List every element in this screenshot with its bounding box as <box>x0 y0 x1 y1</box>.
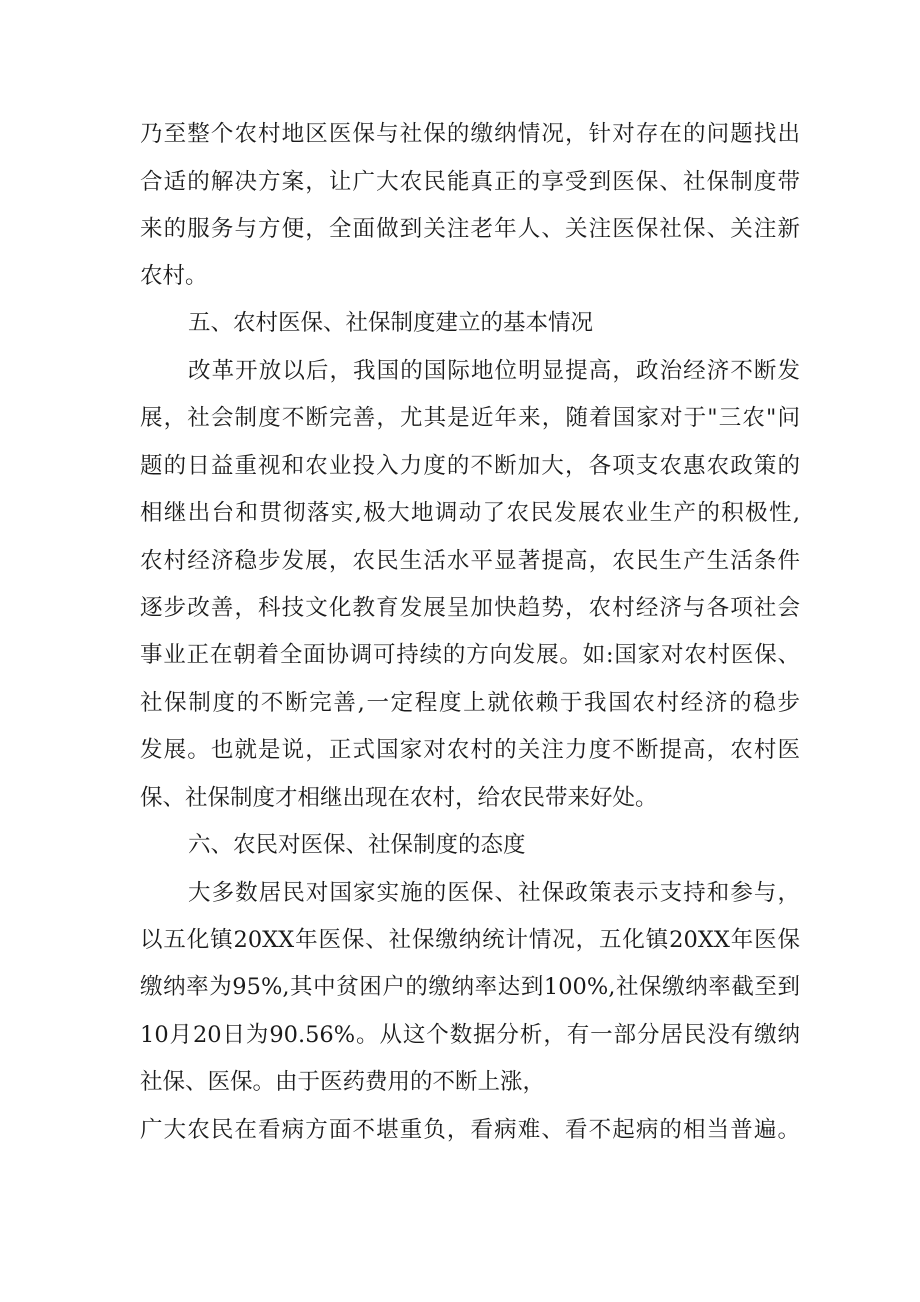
paragraph-line: 大多数居民对国家实施的医保、社保政策表示支持和参与， <box>188 880 800 906</box>
paragraph-line: 改革开放以后，我国的国际地位明显提高，政治经济不断发 <box>188 358 800 384</box>
paragraph-line: 题的日益重视和农业投入力度的不断加大，各项支农惠农政策的 <box>140 453 800 479</box>
paragraph-line: 逐步改善，科技文化教育发展呈加快趋势，农村经济与各项社会 <box>140 595 800 621</box>
paragraph-line: 乃至整个农村地区医保与社保的缴纳情况，针对存在的问题找出 <box>140 121 800 147</box>
paragraph-line: 合适的解决方案，让广大农民能真正的享受到医保、社保制度带 <box>140 169 800 195</box>
paragraph-line: 社保制度的不断完善,一定程度上就依赖于我国农村经济的稳步 <box>140 690 800 716</box>
paragraph-line: 10月20日为90.56%。从这个数据分析，有一部分居民没有缴纳 <box>140 1022 800 1048</box>
paragraph-line: 发展。也就是说，正式国家对农村的关注力度不断提高，农村医 <box>140 737 800 763</box>
paragraph-line: 相继出台和贯彻落实,极大地调动了农民发展农业生产的积极性, <box>140 500 800 526</box>
section-heading: 六、农民对医保、社保制度的态度 <box>188 832 526 858</box>
paragraph-line: 保、社保制度才相继出现在农村，给农民带来好处。 <box>140 785 658 811</box>
paragraph-line: 以五化镇20XX年医保、社保缴纳统计情况，五化镇20XX年医保 <box>140 927 800 953</box>
paragraph-line: 缴纳率为95%,其中贫困户的缴纳率达到100%,社保缴纳率截至到 <box>140 974 800 1000</box>
paragraph-line: 农村经济稳步发展，农民生活水平显著提高，农民生产生活条件 <box>140 548 800 574</box>
paragraph-line: 农村。 <box>140 263 208 289</box>
section-heading: 五、农村医保、社保制度建立的基本情况 <box>188 310 594 336</box>
paragraph-line: 事业正在朝着全面协调可持续的方向发展。如:国家对农村医保、 <box>140 642 800 668</box>
paragraph-line: 来的服务与方便，全面做到关注老年人、关注医保社保、关注新 <box>140 216 800 242</box>
paragraph-line: 展，社会制度不断完善，尤其是近年来，随着国家对于"三农"问 <box>140 405 800 431</box>
paragraph-line: 社保、医保。由于医药费用的不断上涨， <box>140 1069 546 1095</box>
paragraph-line: 广大农民在看病方面不堪重负，看病难、看不起病的相当普遍。 <box>140 1117 800 1143</box>
